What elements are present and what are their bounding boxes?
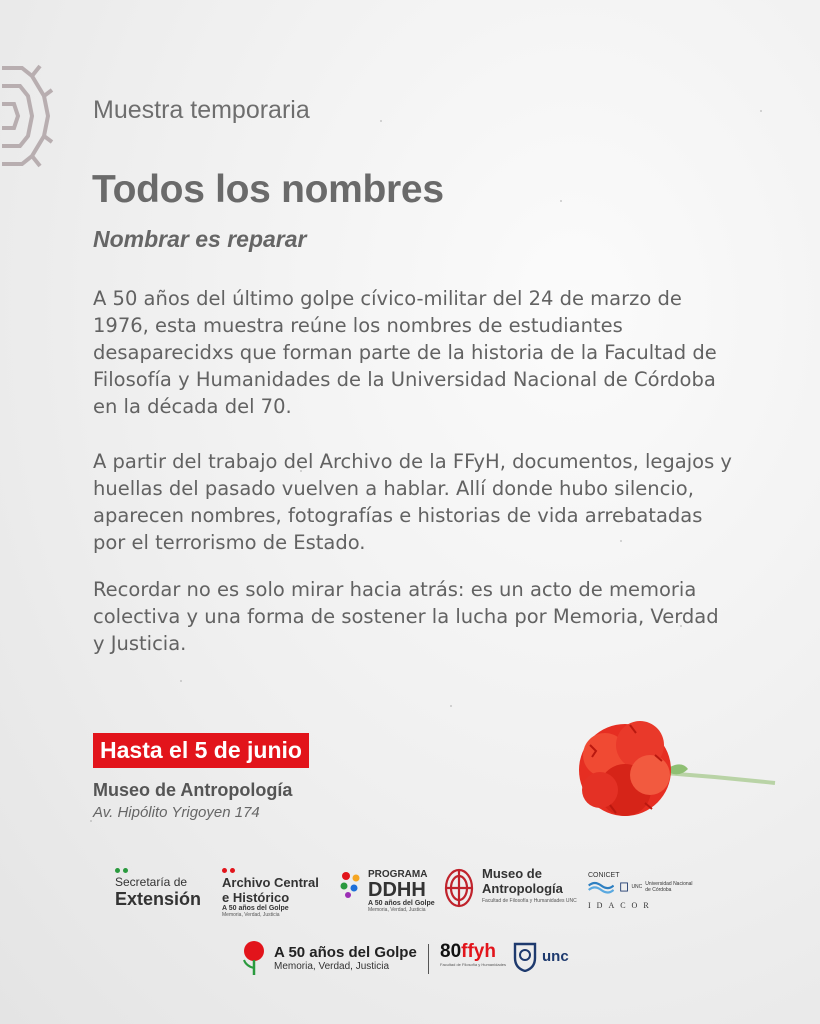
ddhh-line2: DDHH (368, 879, 426, 901)
date-badge: Hasta el 5 de junio (93, 733, 309, 768)
archivo-line2: e Histórico (222, 890, 290, 905)
unc-label: unc (542, 947, 569, 965)
conicet-wave-icon (588, 879, 614, 895)
page-title: Todos los nombres (92, 168, 444, 211)
small-carnation-icon (240, 940, 268, 976)
page-subtitle: Nombrar es reparar (93, 226, 307, 252)
ffyh-logo (440, 942, 506, 967)
ddhh-logo (338, 870, 435, 913)
museum-logo-icon (0, 56, 54, 176)
logo-divider (428, 944, 429, 974)
golpe-anniversary-logo (240, 940, 417, 976)
extension-dots-icon (115, 868, 201, 873)
conicet-unc-badge (620, 880, 696, 894)
ffyh-subtitle: Facultad de Filosofía y Humanidades (440, 962, 507, 967)
conicet-unc-small: UNC (631, 884, 643, 890)
carnation-icon (570, 705, 780, 835)
archivo-line4: Memoria, Verdad, Justicia (222, 912, 280, 918)
ddhh-line3: A 50 años del Golpe (368, 900, 435, 907)
memory-paragraph: Recordar no es solo mirar hacia atrás: es un acto de memoria colectiva y una forma de sostener la lucha por Memoria, Verdad y Justicia. (93, 578, 719, 655)
ddhh-line1: PROGRAMA (368, 869, 428, 880)
conicet-label: CONICET (588, 872, 620, 879)
unc-logo (512, 940, 569, 972)
eyebrow-label: Muestra temporaria (93, 96, 310, 124)
museo-line3: Facultad de Filosofía y Humanidades UNC (482, 898, 577, 904)
archivo-line1: Archivo Central (222, 875, 319, 890)
conicet-unc-text: Universidad Nacional de Córdoba (645, 881, 693, 893)
museo-line2: Antropología (482, 881, 563, 896)
venue-address: Av. Hipólito Yrigoyen 174 (93, 804, 260, 821)
museo-logo (442, 866, 577, 910)
golpe-line1: A 50 años del Golpe (274, 944, 417, 961)
ddhh-line4: Memoria, Verdad, Justicia (368, 907, 426, 913)
extension-line1: Secretaría de (115, 875, 188, 889)
venue-name: Museo de Antropología (93, 780, 293, 800)
archive-paragraph: A partir del trabajo del Archivo de la FFyH, documentos, legajos y huellas del pasado vuelven a hablar. Allí donde hubo silencio, aparecen nombres, fotografías e historias de vida arrebatadas por el terrorismo de Estado. (93, 450, 732, 554)
museum-emblem-icon (442, 866, 476, 910)
extension-line2: Extensión (115, 889, 202, 909)
ffyh-mark: ffyh (461, 941, 496, 962)
museo-line1: Museo de (482, 866, 542, 881)
conicet-idacor-logo (588, 872, 696, 910)
archivo-line3: A 50 años del Golpe (222, 905, 289, 912)
unc-crest-icon (512, 940, 538, 972)
extension-logo (115, 868, 201, 910)
ddhh-dots-icon (338, 870, 364, 898)
golpe-line2: Memoria, Verdad, Justicia (274, 961, 390, 972)
intro-paragraph: A 50 años del último golpe cívico-militar del 24 de marzo de 1976, esta muestra reúne los nombres de estudiantes desaparecidxs que forman parte de la historia de la Facultad de Filosofía y Humanidades de la Universidad Nacional de Córdoba en la década del 70. (93, 287, 717, 418)
archivo-dots-icon (222, 868, 319, 873)
idacor-label: IDACOR (588, 901, 655, 910)
unc-small-crest-icon (620, 880, 628, 894)
ffyh-prefix: 80 (440, 941, 462, 962)
archivo-logo (222, 868, 319, 918)
